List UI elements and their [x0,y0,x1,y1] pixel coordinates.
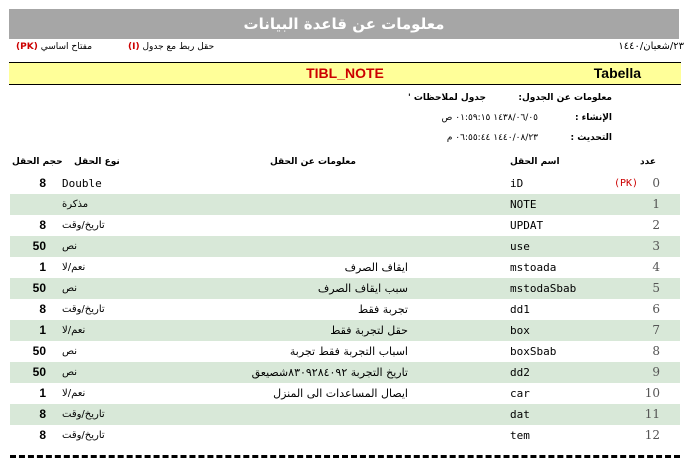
field-info [110,215,408,236]
table-row [10,404,680,425]
legend-fk-code: (I) [128,42,140,52]
field-name: UPDAT [510,219,544,232]
table-row [10,278,680,299]
created-value: ١٤٣٨/٠٦/٠٥ ٠١:٥٩:١٥ ص [441,113,538,123]
field-name: dd1 [510,303,530,316]
field-number: 10 [644,386,660,400]
table-row [10,299,680,320]
field-number: 12 [644,428,660,442]
table-info-value: جدول لملاحظات ' [407,93,486,103]
table-row [10,236,680,257]
field-number: 1 [652,197,660,211]
field-size [10,194,46,215]
field-size: 8 [39,302,46,316]
field-size: 1 [39,386,46,400]
column-header-info: معلومات عن الحقل [270,157,356,167]
field-size: 8 [39,218,46,232]
field-size: 1 [39,260,46,274]
field-type: نص [62,283,78,294]
field-type: نص [62,241,78,252]
column-header-type: نوع الحقل [74,157,120,167]
report-banner [9,9,679,39]
field-number: 0 [652,176,660,190]
table-row [10,383,680,404]
field-info [110,236,408,257]
column-header-num: عدد [640,157,656,167]
field-type: تاريخ/وقت [62,430,105,441]
field-size: 50 [32,281,46,295]
field-type: نص [62,346,78,357]
created-label: الإنشاء : [574,113,612,123]
field-type: Double [62,177,102,190]
field-name: boxSbab [510,345,557,358]
field-name: mstodaSbab [510,282,577,295]
legend-pk-code: (PK) [16,42,38,52]
field-type: مذكرة [62,199,89,210]
field-number: 5 [652,281,660,295]
table-row [10,173,680,194]
field-info: حقل لتجربة فقط [330,324,408,337]
updated-label: التحديث : [570,133,612,143]
field-type: تاريخ/وقت [62,220,105,231]
table-info-label: معلومات عن الجدول: [518,93,612,103]
field-type: نعم/لا [62,262,86,273]
primary-key-badge: (PK) [613,178,639,189]
table-row [10,194,680,215]
field-number: 2 [652,218,660,232]
field-info: تجربة فقط [358,303,408,316]
legend-pk [16,42,92,52]
field-name: NOTE [510,198,537,211]
field-info: ايقاف الصرف [344,261,408,274]
field-number: 9 [652,365,660,379]
field-info [110,173,408,194]
field-size: 50 [32,239,46,253]
legend-fk [128,42,214,52]
legend-fk-label: حقل ربط مع جدول [142,42,215,52]
field-info: تاريخ التجربة ٨٣٠٩٢٨٤٠٩٢شصيعق [251,366,408,379]
field-size: 50 [32,365,46,379]
table-row [10,215,680,236]
field-number: 3 [652,239,660,253]
field-name: use [510,240,530,253]
table-row [10,341,680,362]
field-size: 1 [39,323,46,337]
field-number: 4 [652,260,660,274]
report-date: ۲۳/شعبان/۱٤٤۰ [618,41,684,52]
tabella-label: Tabella [593,65,641,81]
report-title: معلومات عن قاعدة البيانات [243,15,445,33]
table-row [10,257,680,278]
field-info: سبب ايقاف الصرف [317,282,408,295]
field-info [110,425,408,446]
column-header-name: اسم الحقل [510,157,560,167]
legend-pk-label: مفتاح اساسي [40,42,93,52]
field-type: نعم/لا [62,325,86,336]
field-size: 8 [39,176,46,190]
field-info [110,194,408,215]
field-number: 6 [652,302,660,316]
field-size: 8 [39,428,46,442]
field-info [110,404,408,425]
field-info: اسباب التجربة فقط تجربة [289,345,408,358]
updated-value: ١٤٤٠/٠٨/٢٣ ٠٦:٥٥:٤٤ م [446,133,538,143]
field-name: box [510,324,530,337]
field-name: dd2 [510,366,530,379]
field-type: تاريخ/وقت [62,409,105,420]
field-name: car [510,387,530,400]
table-name: TIBL_NOTE [306,65,384,81]
field-number: 8 [652,344,660,358]
column-header-size: حجم الحقل [12,157,63,167]
field-type: تاريخ/وقت [62,304,105,315]
field-info: ايصال المساعدات الى المنزل [273,387,408,400]
page-bottom-divider [10,455,680,458]
table-row [10,320,680,341]
table-row [10,425,680,446]
field-number: 7 [652,323,660,337]
field-size: 8 [39,407,46,421]
field-size: 50 [32,344,46,358]
field-number: 11 [644,407,660,421]
field-name: mstoada [510,261,557,274]
field-name: tem [510,429,530,442]
field-type: نعم/لا [62,388,86,399]
field-name: iD [510,177,524,190]
table-row [10,362,680,383]
field-type: نص [62,367,78,378]
table-title-bar [9,62,681,85]
field-name: dat [510,408,530,421]
